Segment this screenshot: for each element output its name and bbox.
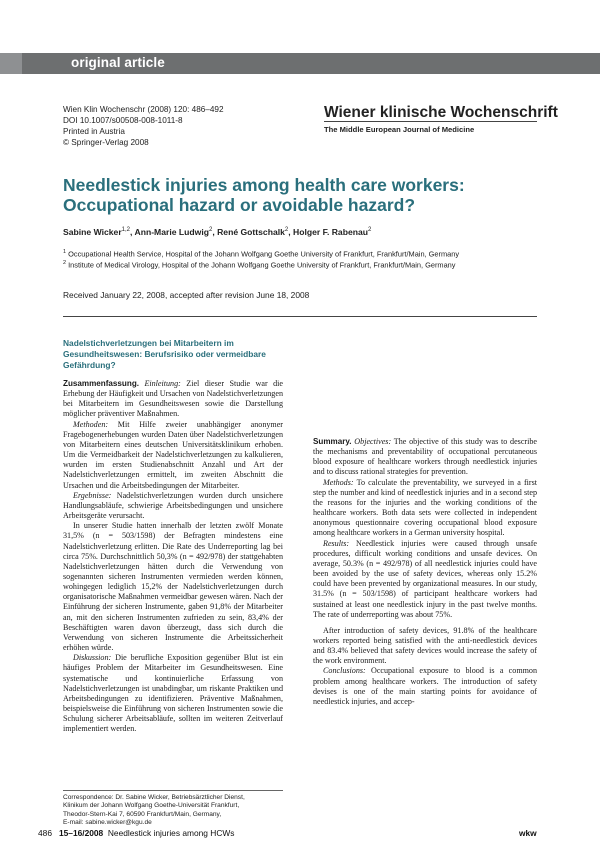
methods-label: Methods: xyxy=(323,477,354,487)
page-number: 486 xyxy=(38,828,52,838)
journal-name: Wiener klinische Wochenschrift xyxy=(324,104,558,121)
ergebnisse-text: Nadelstichverletzungen wurden durch unsichere Handlungsabläufe, schwierige Arbeitsbedingungen und unsichere Arbeitsgeräte verursacht. xyxy=(63,490,283,521)
methods-paragraph xyxy=(313,478,537,539)
objectives-paragraph xyxy=(313,437,537,478)
zusammenfassung-label: Zusammenfassung. xyxy=(63,379,140,388)
correspondence-line: Theodor-Stern-Kai 7, 60590 Frankfurt/Main, Germany, xyxy=(63,810,222,818)
journal-subtitle: The Middle European Journal of Medicine xyxy=(324,125,475,134)
title-line-1: Needlestick injuries among health care workers: xyxy=(63,175,465,195)
journal-rule xyxy=(324,121,537,122)
received-date: Received January 22, 2008, accepted after revision June 18, 2008 xyxy=(63,290,310,300)
section-label: original article xyxy=(71,55,165,70)
results-paragraph xyxy=(313,539,537,620)
footer-left xyxy=(38,828,234,838)
ergebnisse-paragraph xyxy=(63,491,283,521)
objectives-text: The objective of this study was to describe the mechanisms and preventability of occupational percutaneous blood exposure of healthcare workers through needlestick injuries and to discuss rational strategies for prevention. xyxy=(313,437,537,477)
author-name: Sabine Wicker xyxy=(63,227,122,237)
title-line-2: Occupational hazard or avoidable hazard? xyxy=(63,195,416,215)
after-introduction-paragraph: After introduction of safety devices, 91.8% of the healthcare workers reported being satisfied with the anti-needlestick devices and 83.4% believed that safety devices would increase the safety of the work environment. xyxy=(313,625,537,666)
correspondence xyxy=(63,794,283,827)
header-rule xyxy=(63,316,537,317)
publisher-mark: wkw xyxy=(519,828,537,838)
german-abstract-heading: Nadelstichverletzungen bei Mitarbeitern im Gesundheitswesen: Berufsrisiko oder vermeidbare Gefährdung? xyxy=(63,338,266,370)
correspondence-line: Correspondence: Dr. Sabine Wicker, Betriebsärztlicher Dienst, xyxy=(63,794,245,801)
objectives-label: Objectives: xyxy=(354,437,392,446)
einleitung-label: Einleitung: xyxy=(144,379,181,388)
author-sup: 2 xyxy=(284,227,289,234)
doi: DOI 10.1007/s00508-008-1011-8 xyxy=(63,116,183,125)
author-sup: 2 xyxy=(208,227,213,234)
results-text: Needlestick injuries were caused through unsafe procedures, difficult working conditions and unsafe devices. On average, 50.3% (n = 492/978) of all needlestick injuries could have been avoided by the use of safety devices, whereas only 15.2% could have been prevented by organizational measures. In our study, 31.5% (n = 503/1598) of participant healthcare workers had sustained at least one needlestick injury in the past twelve months. The rate of underreporting was about 75%. xyxy=(313,538,537,619)
affiliation-num: 2 xyxy=(63,260,67,266)
conclusions-paragraph xyxy=(313,666,537,707)
methods-text: To calculate the preventability, we surveyed in a first step the number and kind of needlestick injuries and in a second step the reasons for the injuries and the working conditions of the healthcare workers. Both data sets were collected in independent anonymous questionnaire covering occupational blood exposure among healthcare workers in a German university hospital. xyxy=(313,477,537,538)
author-name: René Gottschalk xyxy=(217,227,285,237)
methoden-paragraph xyxy=(63,420,283,491)
printed-in: Printed in Austria xyxy=(63,127,125,136)
ergebnisse-label: Ergebnisse: xyxy=(73,490,112,500)
affiliation-2 xyxy=(63,260,456,269)
section-banner xyxy=(0,53,600,74)
issue-number: 15–16/2008 xyxy=(58,828,104,838)
affiliation-text: Institute of Medical Virology, Hospital of the Johann Wolfgang Goethe University of Frankfurt, Frankfurt/Main, Germany xyxy=(68,260,456,270)
english-summary xyxy=(313,437,537,707)
correspondence-line: Klinikum der Johann Wolfgang Goethe-Universität Frankfurt, xyxy=(63,802,240,810)
author-name: Ann-Marie Ludwig xyxy=(134,227,209,237)
running-title: Needlestick injuries among HCWs xyxy=(107,828,235,838)
methoden-text: Mit Hilfe zweier unabhängiger anonymer Fragebogenerhebungen wurden Daten über Nadelstichverletzungen von Mitarbeitern eines deutschen Universitätsklinikum erhoben. Um die Vermeidbarkeit der Nadelstichverletzungen zu kalkulieren, wurden im ersten Studienabschnitt Anzahl und Art der Nadelstichverletzungen ermittelt, im zweiten Abschnitt die Ursachen und die Arbeitsbedingungen der Mitarbeiter. xyxy=(63,419,283,490)
article-title xyxy=(63,175,543,215)
german-abstract xyxy=(63,379,283,734)
banner-accent xyxy=(0,53,22,74)
german-results-paragraph: In unserer Studie hatten innerhalb der letzten zwölf Monate 31,5% (n = 503/1598) der Befragten mindestens eine Nadelstichverletzung erlitten. Die Rate des Underreporting lag bei circa 75%. Durchschnittlich 50,3% (n = 492/978) der stattgehabten Nadelstichverletzungen hätten durch die Verwendung von sogenannten sicheren Instrumenten vermieden werden können, wohingegen lediglich 15,2% der Nadelstichverletzungen durch organisatorische Maßnahmen vermeidbar gewesen wären. Nach der Einführung der sicheren Instrumente, gaben 91,8% der Mitarbeiter an, mit den sicheren Instrumenten zufrieden zu sein, 83,4% der Beschäftigten waren davon überzeugt, dass sich durch die Verwendung von sicheren Instrumente die Arbeitssicherheit erhöhen würde. xyxy=(63,521,283,653)
author-sup: 2 xyxy=(368,227,372,234)
conclusions-text: Occupational exposure to blood is a common problem among healthcare workers. The introduction of safety devises is one of the main starting points for avoidance of needlestick injuries, and accep- xyxy=(313,666,537,706)
author-list: Sabine Wicker$^{1,2}$, Ann-Marie Ludwig$^2$, René Gottschalk$^2$, Holger F. Rabenau$^2$ xyxy=(63,227,372,237)
methoden-label: Methoden: xyxy=(73,419,109,429)
einleitung-paragraph xyxy=(63,379,283,420)
citation-meta xyxy=(63,104,224,148)
citation: Wien Klin Wochenschr (2008) 120: 486–492 xyxy=(63,105,224,114)
diskussion-text: Die berufliche Exposition gegenüber Blut ist ein häufiges Problem der Mitarbeiter im Gesundheitswesen. Eine systematische und kontinuierliche Erfassung von Nadelstichverletzungen ist unabdingbar, um riskante Praktiken und Arbeitsbedingungen zu identifizieren. Präventive Maßnahmen, beispielsweise die Einführung von sicheren Instrumenten sowie die Schulung sicherer Arbeitsabläufe, sollten im weiteren Zeitverlauf implementiert werden. xyxy=(63,653,283,734)
copyright: © Springer-Verlag 2008 xyxy=(63,138,149,147)
affiliation-1 xyxy=(63,249,459,258)
author-sup: 1,2 xyxy=(121,227,131,234)
author-name: Holger F. Rabenau xyxy=(293,227,369,237)
affiliation-text: Occupational Health Service, Hospital of the Johann Wolfgang Goethe University of Frankfurt, Frankfurt/Main, Germany xyxy=(68,249,460,259)
einleitung-text: Ziel dieser Studie war die Erhebung der Häufigkeit und Ursachen von Nadelstichverletzungen bei Mitarbeitern im Gesundheitswesen sowie die Darstellung möglicher präventiver Maßnahmen. xyxy=(63,379,283,419)
correspondence-email: E-mail: sabine.wicker@kgu.de xyxy=(63,818,152,826)
diskussion-paragraph xyxy=(63,653,283,734)
correspondence-rule xyxy=(63,790,283,791)
summary-label: Summary. xyxy=(313,437,352,446)
conclusions-label: Conclusions: xyxy=(323,666,366,676)
results-label: Results: xyxy=(323,538,350,548)
affiliation-num: 1 xyxy=(63,249,67,255)
diskussion-label: Diskussion: xyxy=(73,653,112,663)
